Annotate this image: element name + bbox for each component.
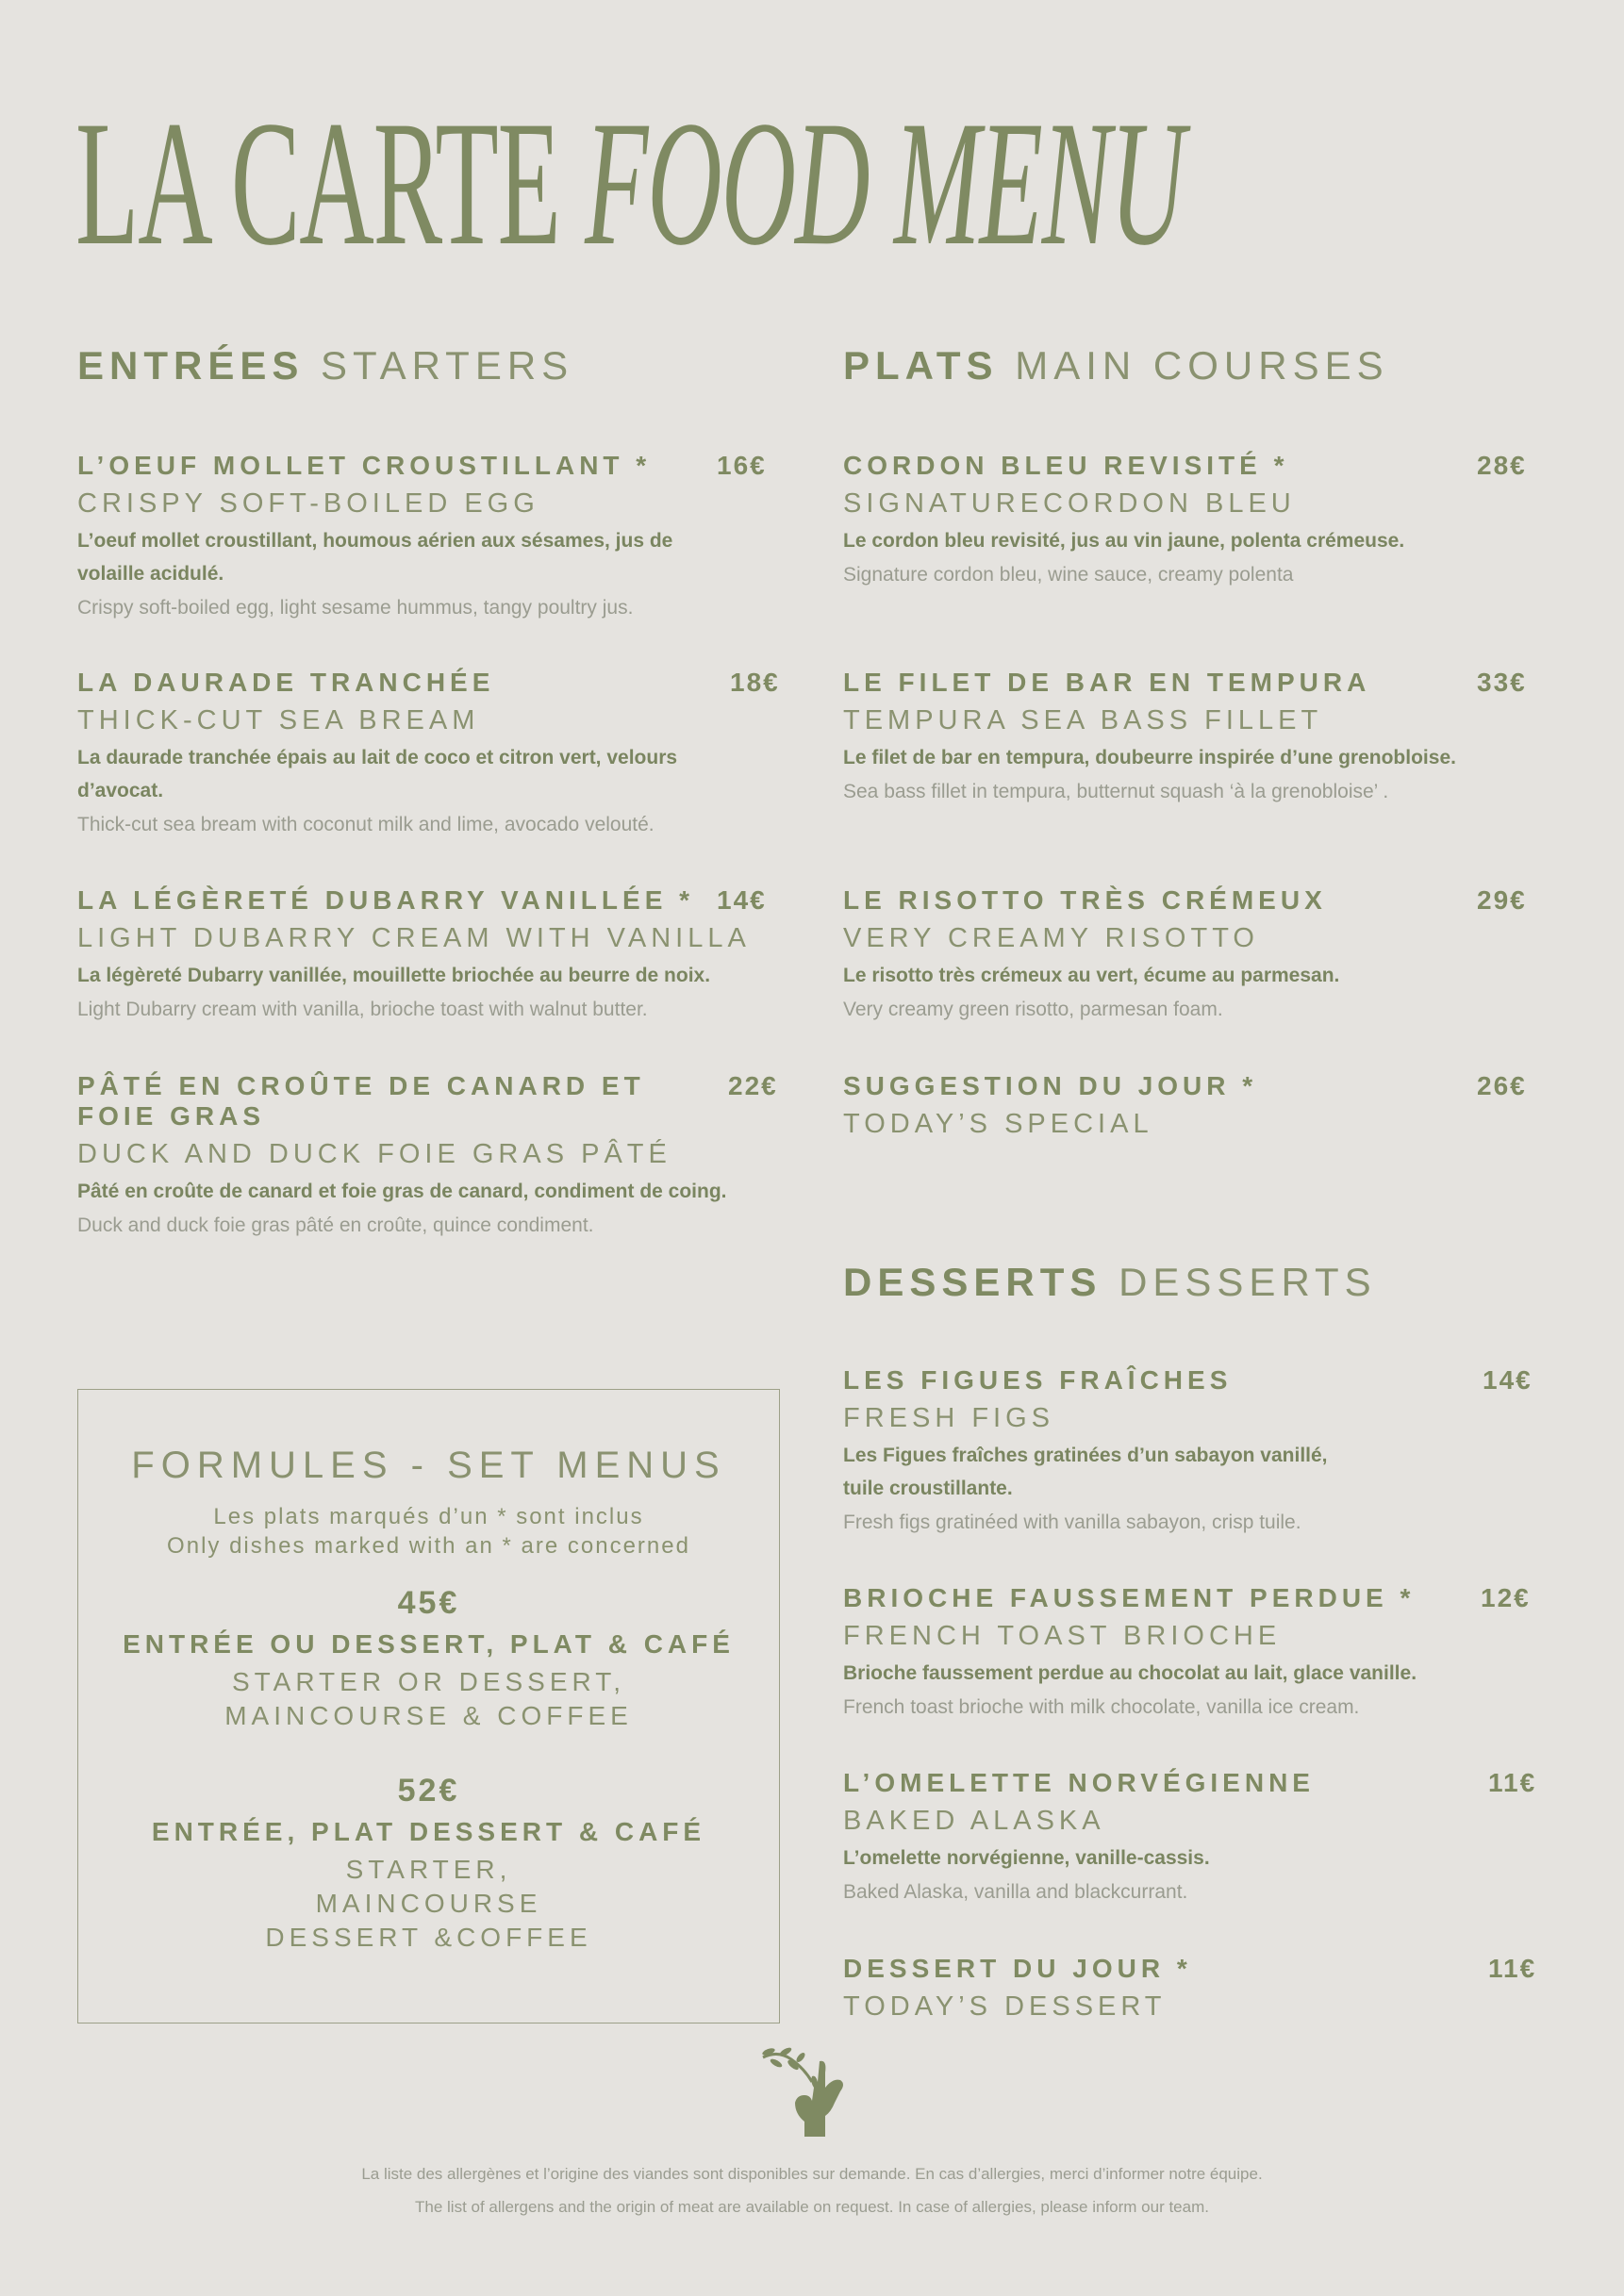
item-desc-fr: Brioche faussement perdue au chocolat au lait, glace vanille. [843,1662,1417,1684]
item-desc-en: Fresh figs gratinéed with vanilla sabayon, crisp tuile. [843,1511,1301,1533]
menu-item [843,1954,1560,2023]
desserts-heading-en: DESSERTS [1119,1260,1377,1304]
item-price: 14€ [717,885,767,915]
item-desc-fr: Le risotto très crémeux au vert, écume au parmesan. [843,965,1340,986]
set-menus-note-en: Only dishes marked with an * are concerned [167,1533,690,1559]
set-menus-box [77,1389,780,2023]
item-subtitle: TODAY’S DESSERT [843,1991,1167,2022]
item-desc-en: Sea bass fillet in tempura, butternut squash ‘à la grenobloise’ . [843,781,1389,802]
set-menu-fr: ENTRÉE, PLAT DESSERT & CAFÉ [151,1817,706,1846]
item-subtitle: TODAY’S SPECIAL [843,1109,1153,1139]
item-name: LA DAURADE TRANCHÉE [77,668,495,697]
menu-item [77,885,794,1026]
item-price: 11€ [1488,1954,1537,1983]
item-price: 22€ [728,1071,778,1100]
mains-heading [843,343,1389,388]
item-price: 14€ [1483,1365,1533,1395]
item-name: LE RISOTTO TRÈS CRÉMEUX [843,885,1327,915]
item-subtitle: SIGNATURECORDON BLEU [843,488,1296,519]
item-price: 28€ [1477,451,1527,480]
item-desc-fr: La légèreté Dubarry vanillée, mouillette briochée au beurre de noix. [77,965,711,986]
menu-item [77,668,794,841]
desserts-heading [843,1260,1377,1305]
menu-item [843,1071,1560,1141]
item-price: 29€ [1477,885,1527,915]
item-desc-en: Very creamy green risotto, parmesan foam. [843,999,1223,1020]
item-subtitle: DUCK AND DUCK FOIE GRAS PÂTÉ [77,1139,671,1169]
item-price: 26€ [1477,1071,1527,1100]
item-name: BRIOCHE FAUSSEMENT PERDUE * [843,1583,1416,1612]
item-subtitle: VERY CREAMY RISOTTO [843,923,1259,953]
set-menu-price: 45€ [397,1585,460,1621]
item-desc-en: Thick-cut sea bream with coconut milk and lime, avocado velouté. [77,814,655,835]
item-desc-en: Duck and duck foie gras pâté en croûte, quince condiment. [77,1214,594,1236]
starters-heading-fr: ENTRÉES [77,343,305,388]
set-menus-note-fr: Les plats marqués d’un * sont inclus [213,1504,644,1529]
item-desc-fr: Les Figues fraîches gratinées d’un sabayon vanillé, tuile croustillante. [843,1445,1328,1499]
item-name: CORDON BLEU REVISITÉ * [843,451,1289,480]
item-desc-en: Light Dubarry cream with vanilla, brioche toast with walnut butter. [77,999,648,1020]
set-menu-en: STARTER OR DESSERT, MAINCOURSE & COFFEE [224,1667,633,1730]
set-menus-title: FORMULES - SET MENUS [131,1445,726,1486]
menu-item [77,1071,794,1242]
item-subtitle: THICK-CUT SEA BREAM [77,705,480,735]
set-menu-fr: ENTRÉE OU DESSERT, PLAT & CAFÉ [123,1629,735,1659]
item-name: PÂTÉ EN CROÛTE DE CANARD ET FOIE GRAS [77,1071,645,1131]
allergen-note-fr: La liste des allergènes et l’origine des viandes sont disponibles sur demande. En cas d’allergies, merci d’informer notre équipe. [361,2165,1263,2183]
desserts-heading-fr: DESSERTS [843,1260,1102,1304]
menu-item [77,451,794,624]
menu-item [843,451,1560,591]
item-price: 11€ [1488,1768,1537,1797]
item-name: LES FIGUES FRAÎCHES [843,1365,1233,1395]
hand-olive-branch-icon [759,2044,863,2148]
item-desc-en: Baked Alaska, vanilla and blackcurrant. [843,1881,1188,1903]
item-subtitle: TEMPURA SEA BASS FILLET [843,705,1323,735]
item-desc-fr: Le filet de bar en tempura, doubeurre inspirée d’une grenobloise. [843,747,1456,768]
item-name: L’OMELETTE NORVÉGIENNE [843,1768,1315,1797]
item-desc-fr: Le cordon bleu revisité, jus au vin jaune, polenta crémeuse. [843,530,1405,552]
item-desc-fr: L’oeuf mollet croustillant, houmous aérien aux sésames, jus de volaille acidulé. [77,530,673,585]
item-subtitle: FRESH FIGS [843,1403,1055,1433]
allergen-note-en: The list of allergens and the origin of meat are available on request. In case of allergies, please inform our team. [415,2198,1209,2216]
starters-heading [77,343,573,388]
mains-heading-fr: PLATS [843,343,999,388]
item-price: 16€ [717,451,767,480]
item-price: 33€ [1477,668,1527,697]
item-subtitle: BAKED ALASKA [843,1806,1105,1836]
title-main: LA CARTE [75,85,560,283]
item-name: LA LÉGÈRETÉ DUBARRY VANILLÉE * [77,885,695,915]
item-name: LE FILET DE BAR EN TEMPURA [843,668,1371,697]
mains-heading-en: MAIN COURSES [1015,343,1389,388]
item-subtitle: FRENCH TOAST BRIOCHE [843,1621,1282,1651]
menu-title [75,85,1185,283]
item-desc-en: Crispy soft-boiled egg, light sesame hummus, tangy poultry jus. [77,597,634,619]
item-price: 18€ [730,668,780,697]
item-price: 12€ [1481,1583,1531,1612]
menu-item [843,668,1560,808]
item-desc-fr: Pâté en croûte de canard et foie gras de canard, condiment de coing. [77,1181,727,1202]
item-subtitle: LIGHT DUBARRY CREAM WITH VANILLA [77,923,751,953]
item-desc-en: Signature cordon bleu, wine sauce, creamy polenta [843,564,1294,586]
item-name: SUGGESTION DU JOUR * [843,1071,1258,1100]
item-subtitle: CRISPY SOFT-BOILED EGG [77,488,539,519]
item-desc-fr: La daurade tranchée épais au lait de coco et citron vert, velours d’avocat. [77,747,678,801]
menu-item [843,885,1560,1026]
item-desc-en: French toast brioche with milk chocolate, vanilla ice cream. [843,1696,1360,1718]
item-name: DESSERT DU JOUR * [843,1954,1192,1983]
set-menu-en: STARTER, MAINCOURSE DESSERT &COFFEE [265,1855,592,1952]
title-italic: FOOD MENU [585,85,1185,283]
starters-heading-en: STARTERS [321,343,574,388]
menu-item [843,1365,1560,1539]
item-desc-fr: L’omelette norvégienne, vanille-cassis. [843,1847,1210,1869]
item-name: L’OEUF MOLLET CROUSTILLANT * [77,451,652,480]
menu-item [843,1583,1560,1724]
set-menu-price: 52€ [397,1773,460,1809]
menu-item [843,1768,1560,1908]
